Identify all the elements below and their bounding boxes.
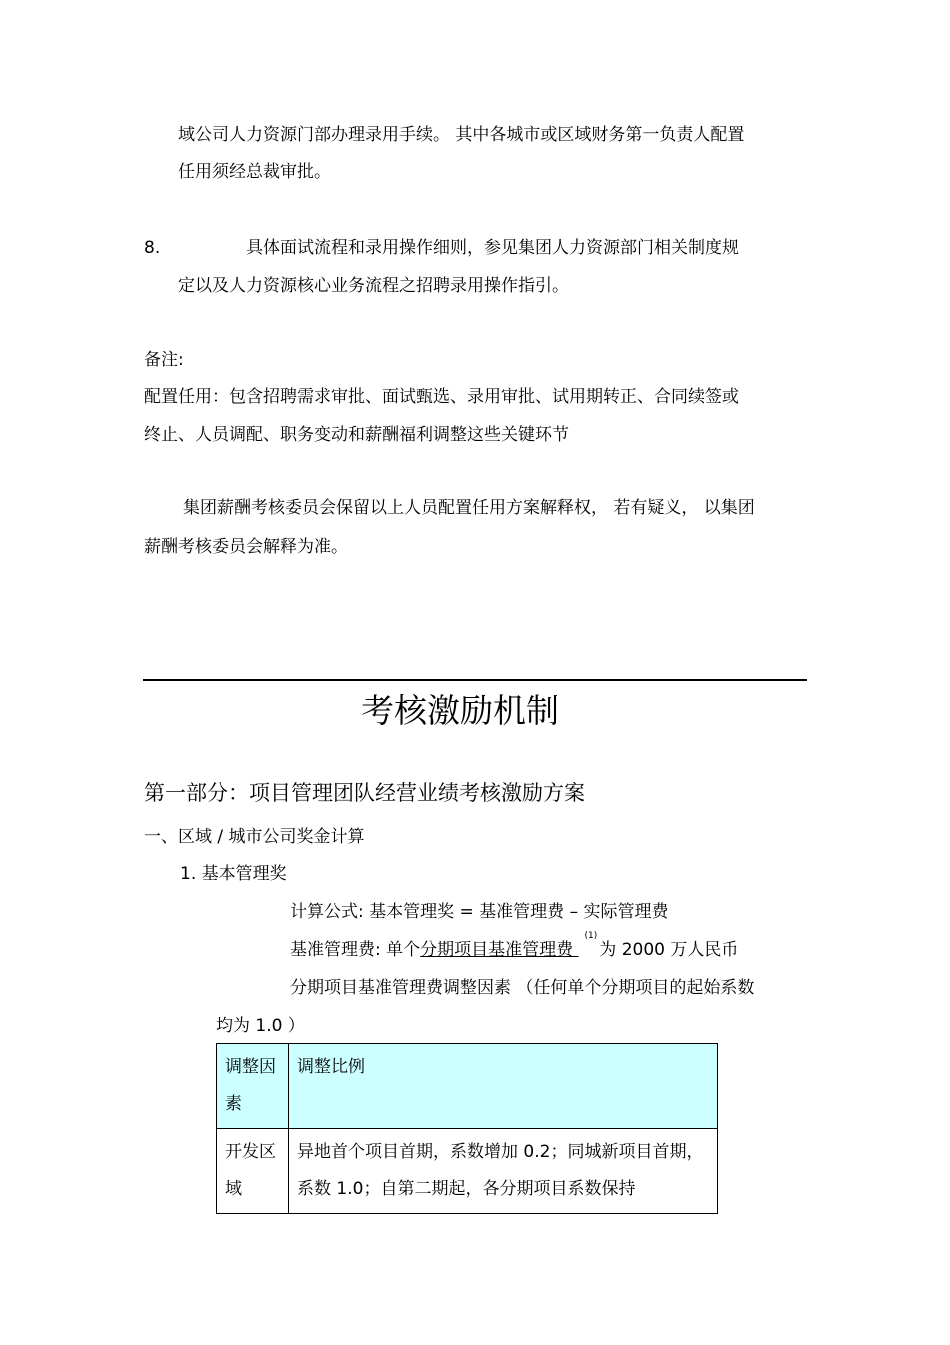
formula-line: 计算公式: 基本管理奖 = 基准管理费 – 实际管理费: [290, 902, 669, 922]
paragraph-line: 薪酬考核委员会解释为准。: [144, 537, 348, 557]
paragraph-line: 配置任用：包含招聘需求审批、面试甄选、录用审批、试用期转正、合同续签或: [144, 387, 739, 407]
base-fee-term: 分期项目基准管理费: [420, 940, 579, 960]
sub-heading: 一、区域 / 城市公司奖金计算: [144, 827, 365, 847]
base-fee-label: 基准管理费: 单个: [290, 940, 421, 960]
list-number: 8.: [144, 238, 161, 258]
list-item-heading: 1. 基本管理奖: [180, 864, 287, 884]
section-divider: [143, 679, 807, 681]
table-row: [217, 1129, 718, 1214]
paragraph-line: 域公司人力资源门部办理录用手续。 其中各城市或区域财务第一负责人配置: [178, 125, 745, 145]
table-cell: 异地首个项目首期，系数增加 0.2；同城新项目首期，系数 1.0；自第二期起，各分期项目系数保持: [289, 1129, 718, 1214]
table-header-row: [217, 1044, 718, 1129]
base-fee-line: [290, 931, 739, 960]
note-label: 备注:: [144, 350, 184, 370]
part-heading: 第一部分：项目管理团队经营业绩考核激励方案: [144, 781, 585, 805]
paragraph-line: 终止、人员调配、职务变动和薪酬福利调整这些关键环节: [144, 425, 569, 445]
paragraph-line: 集团薪酬考核委员会保留以上人员配置任用方案解释权， 若有疑义， 以集团: [183, 498, 755, 518]
paragraph-line: 分期项目基准管理费调整因素 （任何单个分期项目的起始系数: [290, 978, 755, 998]
table-header-cell: 调整因素: [217, 1044, 289, 1129]
paragraph-line: 均为 1.0 ）: [216, 1016, 305, 1036]
table-header-cell: 调整比例: [289, 1044, 718, 1129]
adjustment-table: [216, 1043, 718, 1214]
paragraph-line: 具体面试流程和录用操作细则，参见集团人力资源部门相关制度规: [246, 238, 739, 258]
table-cell: 开发区域: [217, 1129, 289, 1214]
paragraph-line: 定以及人力资源核心业务流程之招聘录用操作指引。: [178, 276, 569, 296]
footnote-marker: (1): [584, 931, 598, 942]
section-title: 考核激励机制: [361, 691, 559, 730]
base-fee-amount: 为 2000 万人民币: [599, 940, 739, 960]
paragraph-line: 任用须经总裁审批。: [178, 162, 331, 182]
